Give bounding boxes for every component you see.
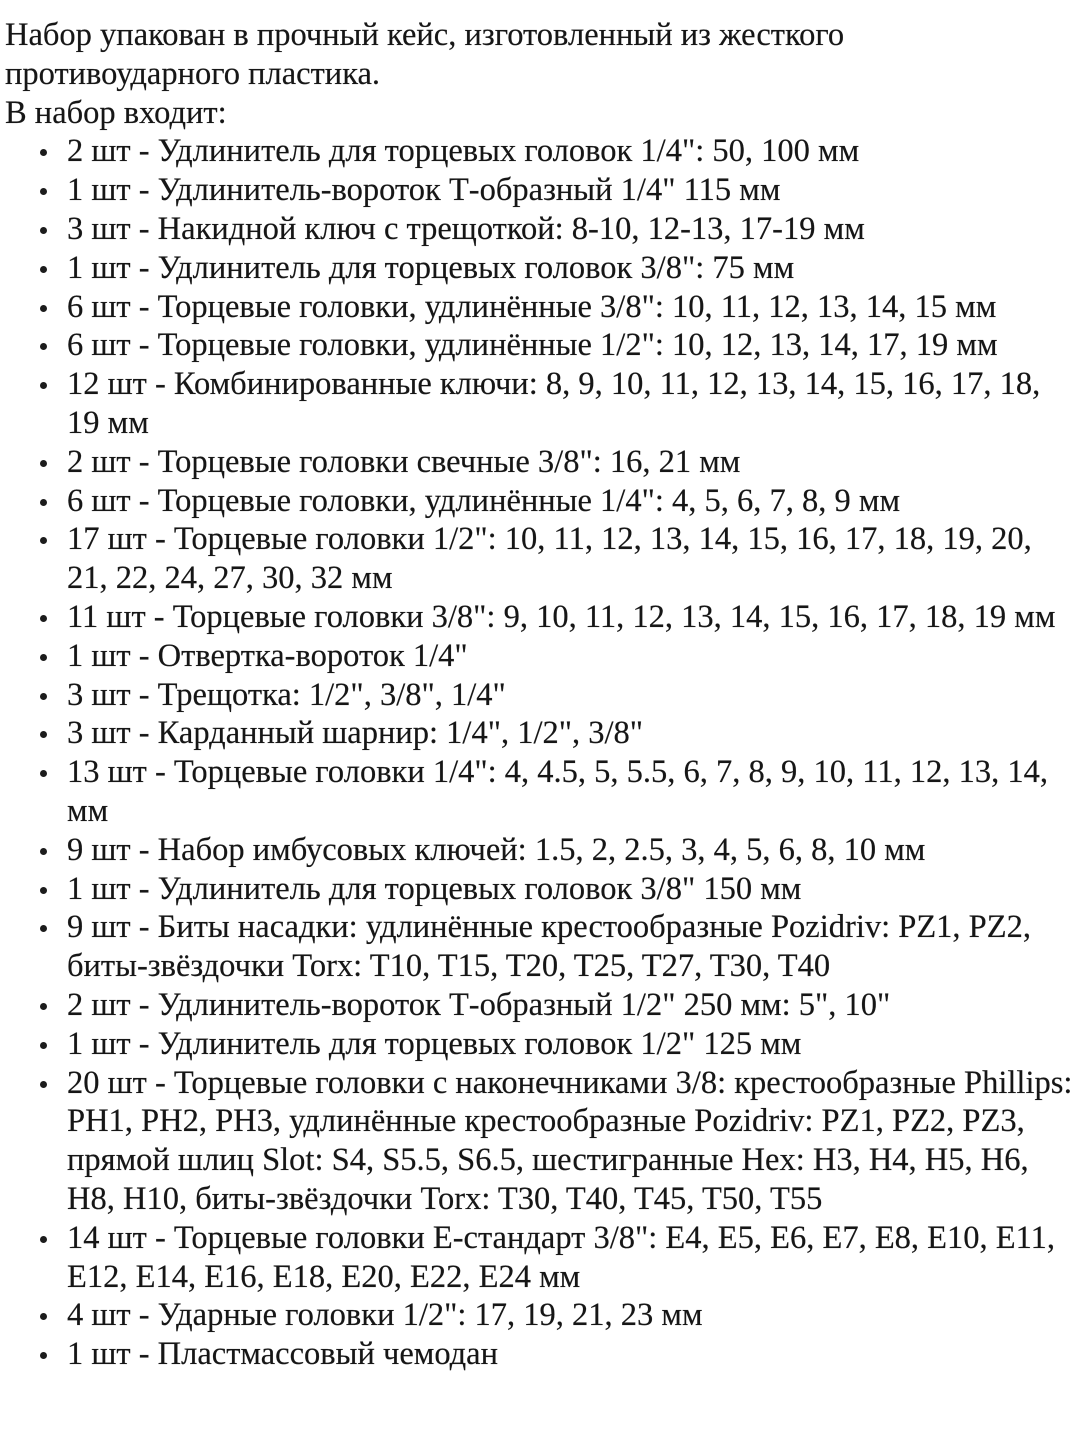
list-item: 1 шт - Удлинитель-вороток Т-образный 1/4" 115 мм [67,171,1074,210]
list-item: 9 шт - Биты насадки: удлинённые крестообразные Pozidriv: PZ1, PZ2, биты-звёздочки Torx: T10, T15, T20, T25, T27, T30, T40 [67,908,1074,986]
list-item: 1 шт - Удлинитель для торцевых головок 1/2" 125 мм [67,1025,1074,1064]
list-item: 2 шт - Удлинитель для торцевых головок 1/4": 50, 100 мм [67,132,1074,171]
list-item: 9 шт - Набор имбусовых ключей: 1.5, 2, 2.5, 3, 4, 5, 6, 8, 10 мм [67,831,1074,870]
list-item: 14 шт - Торцевые головки Е-стандарт 3/8": E4, E5, E6, E7, E8, E10, E11, E12, E14, E16, E18, E20, E22, E24 мм [67,1219,1074,1297]
list-title: В набор входит: [5,94,227,131]
list-item: 2 шт - Торцевые головки свечные 3/8": 16, 21 мм [67,443,1074,482]
list-item: 20 шт - Торцевые головки с наконечниками 3/8: крестообразные Phillips: PH1, PH2, PH3, удлинённые крестообразные Pozidriv: PZ1, PZ2, PZ3, прямой шлиц Slot: S4, S5.5, S6.5, шестигранные Hex: H3, H4, H5, H6, H8, H10, биты-звёздочки Torx: T30, T40, T45, T50, T55 [67,1064,1073,1217]
intro-paragraph: Набор упакован в прочный кейс, изготовленный из жесткого противоударного пластика. [5,17,845,92]
list-item: 1 шт - Отвертка-вороток 1/4" [67,637,1074,676]
contents-list [5,132,1074,1374]
list-item: 1 шт - Удлинитель для торцевых головок 3/8": 75 мм [67,249,1074,288]
list-item: 6 шт - Торцевые головки, удлинённые 1/2": 10, 12, 13, 14, 17, 19 мм [67,326,1074,365]
list-item: 1 шт - Пластмассовый чемодан [67,1335,1074,1374]
list-item: 6 шт - Торцевые головки, удлинённые 1/4": 4, 5, 6, 7, 8, 9 мм [67,482,1074,521]
list-item: 13 шт - Торцевые головки 1/4": 4, 4.5, 5, 5.5, 6, 7, 8, 9, 10, 11, 12, 13, 14, мм [67,753,1074,831]
list-item: 4 шт - Ударные головки 1/2": 17, 19, 21, 23 мм [67,1296,1074,1335]
list-item: 3 шт - Карданный шарнир: 1/4", 1/2", 3/8" [67,714,1074,753]
list-item: 6 шт - Торцевые головки, удлинённые 3/8": 10, 11, 12, 13, 14, 15 мм [67,288,1074,327]
list-item: 2 шт - Удлинитель-вороток Т-образный 1/2" 250 мм: 5", 10" [67,986,1074,1025]
list-item: 17 шт - Торцевые головки 1/2": 10, 11, 12, 13, 14, 15, 16, 17, 18, 19, 20, 21, 22, 24, 27, 30, 32 мм [67,520,1074,598]
list-item: 1 шт - Удлинитель для торцевых головок 3/8" 150 мм [67,870,1074,909]
list-item: 12 шт - Комбинированные ключи: 8, 9, 10, 11, 12, 13, 14, 15, 16, 17, 18, 19 мм [67,365,1074,443]
list-item: 3 шт - Трещотка: 1/2", 3/8", 1/4" [67,676,1074,715]
list-item: 11 шт - Торцевые головки 3/8": 9, 10, 11, 12, 13, 14, 15, 16, 17, 18, 19 мм [67,598,1074,637]
list-item: 3 шт - Накидной ключ с трещоткой: 8-10, 12-13, 17-19 мм [67,210,1074,249]
